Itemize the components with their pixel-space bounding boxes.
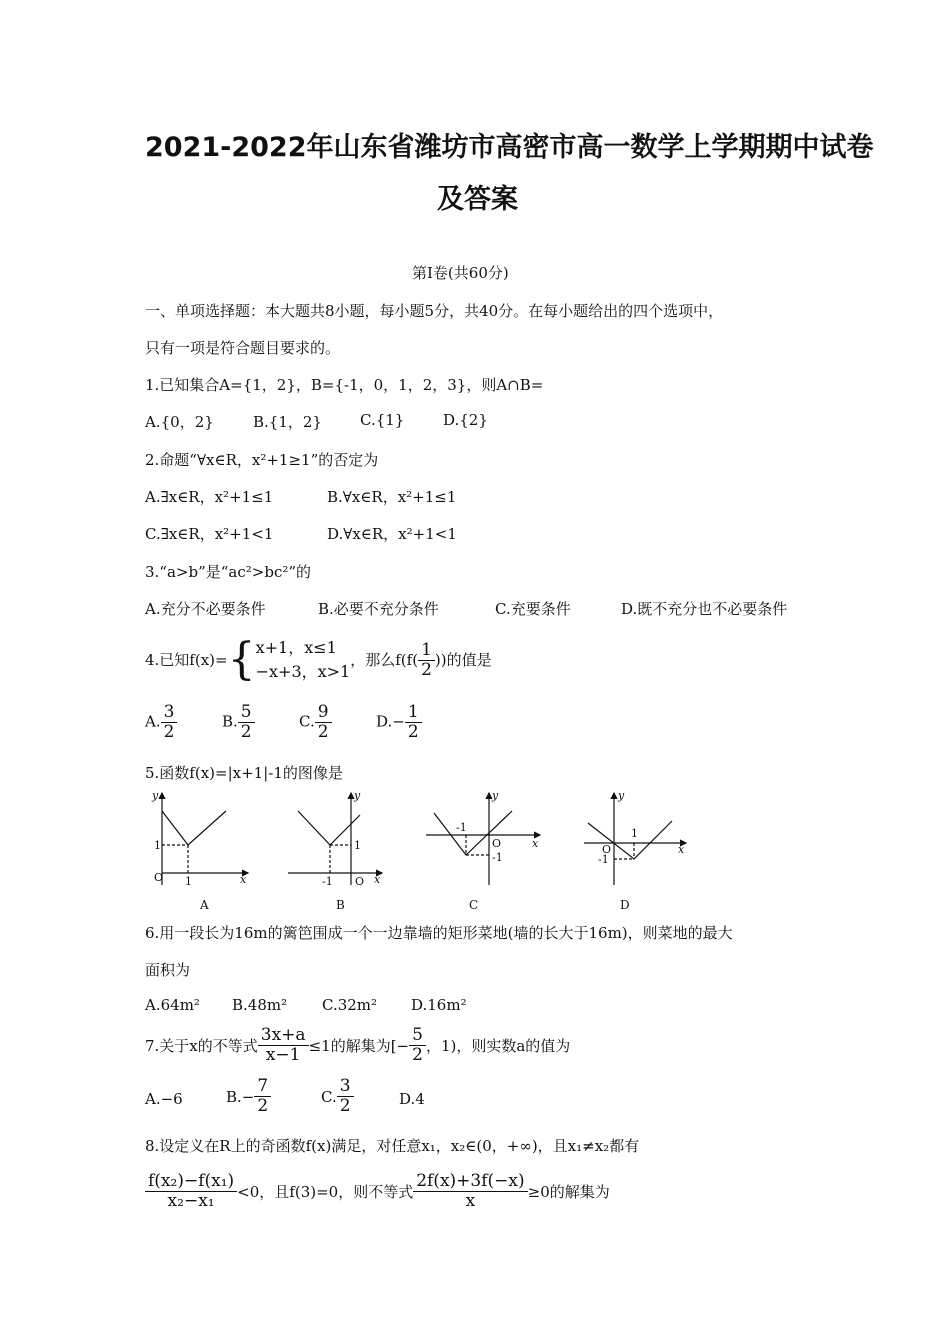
q4-arg-fraction bbox=[418, 641, 435, 680]
graph-b bbox=[288, 793, 382, 885]
q1-option-c: C.{1} bbox=[360, 411, 405, 429]
q4-option-c-label: C. bbox=[299, 712, 315, 731]
q4-option-c-den: 2 bbox=[317, 722, 329, 742]
graph-c-neg-one-x: -1 bbox=[456, 821, 467, 834]
q4-piece-2: −x+3，x>1 bbox=[255, 662, 351, 681]
q2-option-d: D.∀x∈R，x²+1<1 bbox=[327, 525, 457, 543]
q7-interval-fraction bbox=[409, 1026, 426, 1065]
q5-graphs bbox=[140, 785, 820, 915]
graph-a-origin: O bbox=[154, 871, 164, 884]
q8-frac1-den: x₂−x₁ bbox=[167, 1191, 215, 1211]
q4-option-d-den: 2 bbox=[407, 722, 419, 742]
q4-option-a-num: 3 bbox=[161, 703, 178, 723]
q7-statement bbox=[145, 1026, 570, 1065]
q8-mid: <0，且f(3)=0，则不等式 bbox=[237, 1182, 414, 1201]
q8-condition bbox=[145, 1172, 610, 1211]
q6-stem-line1: 6.用一段长为16m的篱笆围成一个一边靠墙的矩形菜地(墙的长大于16m)，则菜地的最大 bbox=[145, 924, 733, 942]
q8-suffix: ≥0的解集为 bbox=[527, 1182, 610, 1201]
q4-option-d-label: D.− bbox=[376, 712, 405, 731]
q7-option-a: A.−6 bbox=[145, 1090, 183, 1108]
q7-option-c bbox=[321, 1077, 354, 1116]
q4-piece-1: x+1，x≤1 bbox=[255, 638, 337, 657]
page-title: 2021-2022年山东省潍坊市高密市高一数学上学期期中试卷 bbox=[145, 132, 874, 163]
q1-stem: 1.已知集合A={1，2}，B={-1，0，1，2，3}，则A∩B= bbox=[145, 376, 544, 394]
q4-option-b-den: 2 bbox=[240, 722, 252, 742]
section-heading: 第Ⅰ卷(共60分) bbox=[412, 264, 509, 282]
q7-suffix: ，1)，则实数a的值为 bbox=[425, 1036, 571, 1055]
graph-d-one-x: 1 bbox=[631, 827, 638, 840]
graph-b-origin: O bbox=[355, 875, 365, 888]
q7-prefix: 7.关于x的不等式 bbox=[145, 1036, 258, 1055]
q4-option-a-label: A. bbox=[145, 712, 161, 731]
q8-frac1-num: f(x₂)−f(x₁) bbox=[145, 1172, 237, 1192]
q4-suffix: ))的值是 bbox=[434, 651, 492, 669]
graph-a-x-label: x bbox=[240, 873, 247, 886]
q7-option-c-den: 2 bbox=[339, 1096, 351, 1116]
q3-option-a: A.充分不必要条件 bbox=[145, 600, 266, 618]
q2-stem: 2.命题“∀x∈R，x²+1≥1”的否定为 bbox=[145, 451, 379, 469]
q4-prefix: 4.已知f(x)= bbox=[145, 651, 228, 669]
q7-option-d: D.4 bbox=[399, 1090, 425, 1108]
q1-option-a: A.{0，2} bbox=[145, 413, 214, 431]
q8-stem: 8.设定义在R上的奇函数f(x)满足，对任意x₁，x₂∈(0，+∞)，且x₁≠x₂都有 bbox=[145, 1137, 640, 1155]
q6-option-c: C.32m² bbox=[322, 996, 378, 1014]
graph-c-x-label: x bbox=[532, 837, 539, 850]
q3-option-b: B.必要不充分条件 bbox=[318, 600, 439, 618]
graph-c bbox=[426, 793, 540, 885]
graph-b-y-label: y bbox=[354, 789, 361, 802]
q8-frac2-den: x bbox=[465, 1191, 476, 1211]
q4-option-b-label: B. bbox=[222, 712, 238, 731]
graph-d-x-label: x bbox=[678, 843, 685, 856]
graph-d-neg-one-y: -1 bbox=[598, 853, 609, 866]
q7-option-b-label: B.− bbox=[226, 1087, 255, 1106]
q2-option-c: C.∃x∈R，x²+1<1 bbox=[145, 525, 274, 543]
graph-c-y-label: y bbox=[492, 789, 499, 802]
q2-option-b: B.∀x∈R，x²+1≤1 bbox=[327, 488, 457, 506]
q4-option-d bbox=[376, 703, 422, 742]
q4-arg-den: 2 bbox=[421, 659, 432, 680]
graph-d-caption: D bbox=[620, 898, 630, 912]
q4-arg-num: 1 bbox=[418, 641, 435, 661]
graph-b-caption: B bbox=[336, 898, 345, 912]
graph-c-origin: O bbox=[492, 837, 502, 850]
q4-mid: ，那么f(f( bbox=[350, 651, 419, 669]
graph-c-neg-one-y: -1 bbox=[492, 851, 503, 864]
q4-option-a bbox=[145, 703, 177, 742]
graph-a-caption: A bbox=[200, 898, 209, 912]
q7-frac-num: 3x+a bbox=[258, 1026, 309, 1046]
graph-a-y-label: y bbox=[152, 789, 159, 802]
q7-int-num: 5 bbox=[409, 1026, 426, 1046]
q7-option-b-den: 2 bbox=[257, 1096, 269, 1116]
q4-option-b-num: 5 bbox=[238, 703, 255, 723]
q7-mid: ≤1的解集为[− bbox=[308, 1036, 410, 1055]
q2-option-a: A.∃x∈R，x²+1≤1 bbox=[145, 488, 274, 506]
graph-a-one-x: 1 bbox=[185, 875, 192, 888]
q7-option-b bbox=[226, 1077, 271, 1116]
q7-int-den: 2 bbox=[412, 1045, 423, 1065]
q7-option-c-num: 3 bbox=[337, 1077, 354, 1097]
q8-fraction-1 bbox=[145, 1172, 237, 1211]
q7-option-c-label: C. bbox=[321, 1087, 337, 1106]
q7-option-b-num: 7 bbox=[254, 1077, 271, 1097]
q5-stem: 5.函数f(x)=|x+1|-1的图像是 bbox=[145, 764, 343, 782]
q6-stem-line2: 面积为 bbox=[145, 961, 191, 979]
graph-c-caption: C bbox=[469, 898, 479, 912]
instruction-line2: 只有一项是符合题目要求的。 bbox=[145, 339, 341, 357]
q4-option-c-num: 9 bbox=[315, 703, 332, 723]
page-title-line2: 及答案 bbox=[437, 184, 518, 215]
q6-option-a: A.64m² bbox=[145, 996, 200, 1014]
q1-option-b: B.{1，2} bbox=[253, 413, 322, 431]
graph-b-one-y: 1 bbox=[354, 839, 361, 852]
q4-option-c bbox=[299, 703, 332, 742]
q3-stem: 3.“a>b”是“ac²>bc²”的 bbox=[145, 563, 312, 581]
q3-option-c: C.充要条件 bbox=[495, 600, 571, 618]
graph-b-neg-one-x: -1 bbox=[322, 875, 333, 888]
q4-option-a-den: 2 bbox=[163, 722, 175, 742]
q4-option-b bbox=[222, 703, 255, 742]
q6-option-b: B.48m² bbox=[232, 996, 288, 1014]
piecewise-brace: { bbox=[227, 634, 256, 685]
q8-fraction-2 bbox=[413, 1172, 527, 1211]
q8-frac2-num: 2f(x)+3f(−x) bbox=[413, 1172, 527, 1192]
graph-d-origin: O bbox=[602, 843, 612, 856]
graph-a-one-y: 1 bbox=[154, 839, 161, 852]
q4-statement bbox=[145, 636, 492, 684]
q4-pieces bbox=[256, 636, 351, 684]
graph-a bbox=[162, 793, 248, 885]
q7-fraction bbox=[258, 1026, 309, 1065]
q3-option-d: D.既不充分也不必要条件 bbox=[621, 600, 788, 618]
q1-option-d: D.{2} bbox=[443, 411, 488, 429]
graph-b-x-label: x bbox=[374, 873, 381, 886]
graph-d-y-label: y bbox=[618, 789, 625, 802]
q6-option-d: D.16m² bbox=[411, 996, 467, 1014]
instruction-line1: 一、单项选择题：本大题共8小题，每小题5分，共40分。在每小题给出的四个选项中， bbox=[145, 302, 724, 320]
q7-frac-den: x−1 bbox=[265, 1045, 301, 1065]
q4-option-d-num: 1 bbox=[405, 703, 422, 723]
